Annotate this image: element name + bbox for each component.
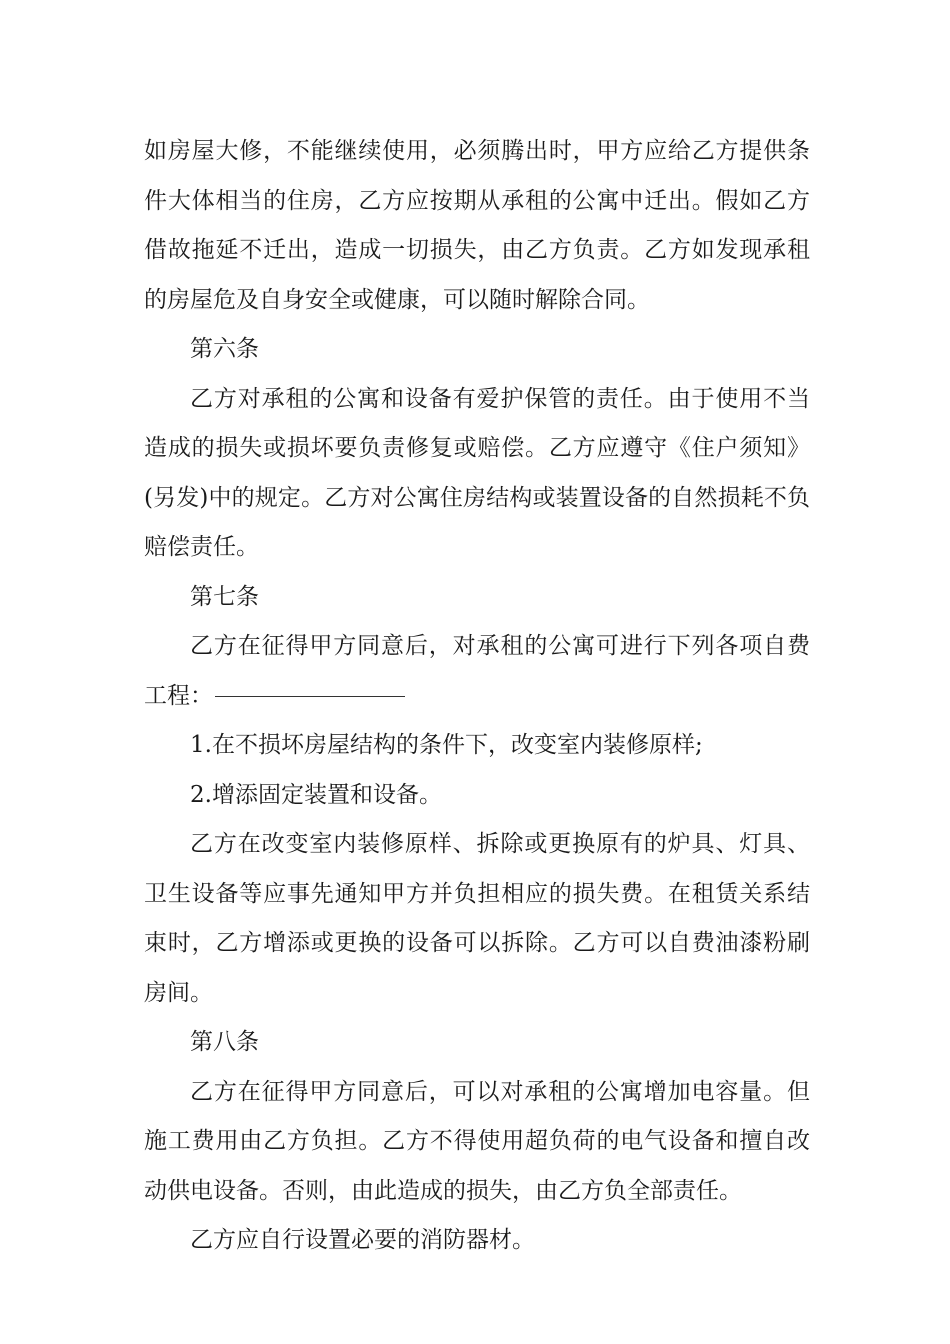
article-8-text-2: 乙方应自行设置必要的消防器材。 [190,1227,535,1253]
article-7-item-1: 1.在不损坏房屋结构的条件下，改变室内装修原样; [190,732,703,758]
article-6-text: 乙方对承租的公寓和设备有爱护保管的责任。由于使用不当造成的损失或损坏要负责修复或赔偿。乙方应遵守《住户须知》(另发)中的规定。乙方对公寓住房结构或装置设备的自然损耗不负赔偿责任。 [144,385,810,560]
paragraph-relocation: 如房屋大修，不能继续使用，必须腾出时，甲方应给乙方提供条件大体相当的住房，乙方应按期从承租的公寓中迁出。假如乙方借故拖延不迁出，造成一切损失，由乙方负责。乙方如发现承租的房屋危及自身安全或健康，可以随时解除合同。 [144,138,810,313]
document-body [144,127,810,1266]
article-7-item-2: 2.增添固定装置和设备。 [190,781,442,808]
article-7-text [144,622,810,721]
fill-in-blank-line [215,695,405,697]
article-6-heading: 第六条 [190,336,259,362]
article-7-heading: 第七条 [190,583,259,610]
article-7-text-content: 乙方在征得甲方同意后，对承租的公寓可进行下列各项自费工程： [144,633,810,709]
article-8-heading: 第八条 [190,1029,259,1055]
article-8-text: 乙方在征得甲方同意后，可以对承租的公寓增加电容量。但施工费用由乙方负担。乙方不得使用超负荷的电气设备和擅自改动供电设备。否则，由此造成的损失，由乙方负全部责任。 [144,1078,810,1204]
article-7-text-2: 乙方在改变室内装修原样、拆除或更换原有的炉具、灯具、卫生设备等应事先通知甲方并负担相应的损失费。在租赁关系结束时，乙方增添或更换的设备可以拆除。乙方可以自费油漆粉刷房间。 [144,831,810,1006]
